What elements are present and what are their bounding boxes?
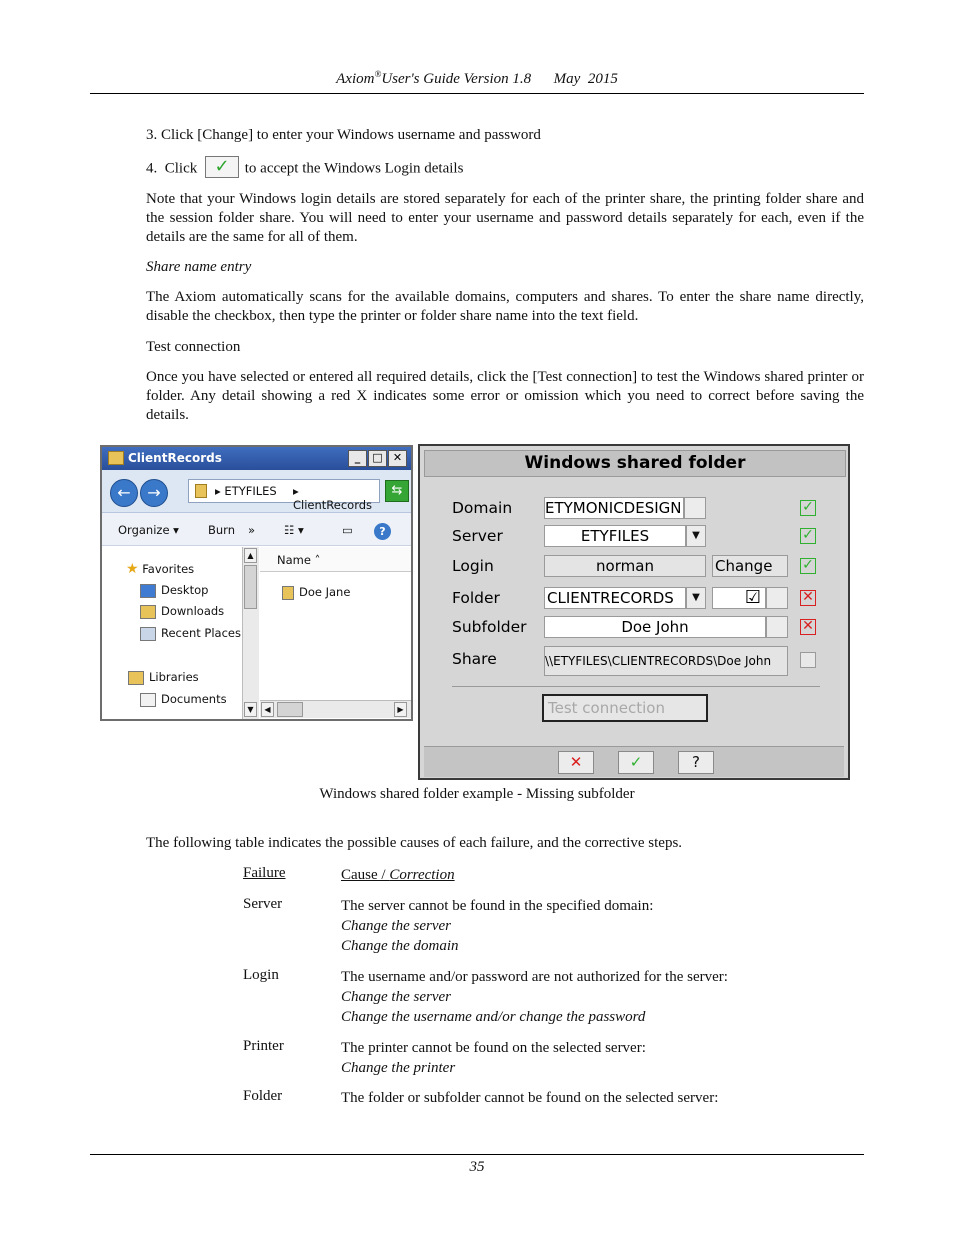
table-header-failure: Failure — [243, 865, 286, 881]
preview-pane-button[interactable]: ▭ — [342, 523, 353, 537]
login-field[interactable]: norman — [544, 555, 706, 577]
explorer-title-bar — [102, 447, 411, 470]
navigation-pane — [102, 547, 242, 720]
folder-status-error-icon: ✕ — [800, 590, 816, 606]
folder-icon — [195, 484, 207, 498]
subfolder-status-error-icon: ✕ — [800, 619, 816, 635]
recent-places-icon — [140, 627, 156, 641]
burn-button[interactable]: Burn — [208, 523, 235, 537]
note-paragraph: Note that your Windows login details are stored separately for each of the printer share, the printing folder share and the session folder share. You will need to enter your username and password details separately for each, even if the details are the same for all of them. — [146, 191, 864, 245]
correction-text: Change the domain — [341, 938, 459, 954]
correction-text: Change the server — [341, 989, 451, 1005]
star-icon: ★ — [126, 561, 139, 577]
nav-libraries-label: Libraries — [149, 670, 199, 684]
header-title: User's Guide Version 1.8 May 2015 — [381, 71, 618, 87]
address-bar[interactable] — [188, 479, 380, 512]
downloads-icon — [140, 605, 156, 619]
table-row-cause — [341, 1038, 646, 1078]
change-button[interactable]: Change — [712, 555, 788, 577]
share-label: Share — [452, 650, 497, 668]
table-row-failure: Printer — [243, 1038, 284, 1054]
table-row-cause — [341, 1088, 718, 1108]
table-header-cause — [341, 865, 455, 885]
table-row-failure: Folder — [243, 1088, 283, 1104]
share-status-icon — [800, 652, 816, 668]
breadcrumb-etyfiles[interactable]: ▸ ETYFILES — [215, 484, 277, 498]
libraries-icon — [128, 671, 144, 685]
column-name-label: Name ˄ — [277, 553, 321, 567]
correction-text: Change the printer — [341, 1060, 456, 1076]
subfolder-field[interactable]: Doe John — [544, 616, 766, 638]
breadcrumb-clientrecords[interactable]: ▸ ClientRecords — [293, 484, 373, 512]
domain-status-ok-icon: ✓ — [800, 500, 816, 516]
folder-icon — [108, 451, 124, 465]
folder-icon — [282, 586, 294, 600]
organize-menu[interactable]: Organize ▾ — [118, 523, 179, 537]
cause-text: The folder or subfolder cannot be found on the selected server: — [341, 1090, 719, 1106]
table-intro: The following table indicates the possible causes of each failure, and the corrective steps. — [146, 835, 683, 851]
server-status-ok-icon: ✓ — [800, 528, 816, 544]
correction-text: Change the username and/or change the password — [341, 1009, 646, 1025]
header-product: Axiom — [336, 71, 375, 87]
nav-documents-label: Documents — [161, 692, 227, 706]
nav-libraries[interactable] — [128, 670, 199, 685]
accept-check-icon: ✓ — [205, 156, 239, 178]
cause-text: The server cannot be found in the specified domain: — [341, 898, 654, 914]
step-4 — [146, 158, 864, 180]
nav-desktop-label: Desktop — [161, 583, 209, 597]
column-header-name[interactable] — [260, 547, 411, 572]
close-button[interactable]: ✕ — [388, 450, 407, 467]
table-row-failure: Login — [243, 967, 279, 983]
figure-caption: Windows shared folder example - Missing subfolder — [319, 786, 635, 802]
nav-favorites[interactable] — [126, 561, 194, 577]
table-row-cause — [341, 896, 653, 956]
step-4-suffix: to accept the Windows Login details — [244, 160, 464, 177]
folder-label: Folder — [452, 589, 500, 607]
test-connection-paragraph: Once you have selected or entered all required details, click the [Test connection] to test the Windows shared printer or folder. Any detail showing a red X indicates some error or omission which you need to correct before saving the details. — [146, 369, 864, 423]
help-icon[interactable]: ? — [374, 523, 391, 540]
explorer-toolbar — [102, 513, 411, 546]
folder-field[interactable]: CLIENTRECORDS — [544, 587, 686, 609]
folder-button[interactable] — [766, 587, 788, 609]
table-row-cause — [341, 967, 728, 1027]
nav-recent-label: Recent Places — [161, 626, 241, 640]
table-row-failure: Server — [243, 896, 283, 912]
forward-button[interactable]: → — [140, 479, 168, 507]
refresh-button[interactable]: ⇆ — [385, 480, 409, 502]
domain-field[interactable]: ETYMONICDESIGN — [544, 497, 684, 519]
nav-downloads-label: Downloads — [161, 604, 225, 618]
horizontal-scrollbar[interactable] — [260, 700, 411, 718]
scroll-left-arrow[interactable]: ◀ — [261, 702, 274, 717]
scroll-up-arrow[interactable]: ▲ — [244, 548, 257, 563]
minimize-button[interactable]: _ — [348, 450, 367, 467]
share-name-paragraph: The Axiom automatically scans for the available domains, computers and shares. To enter the share name directly, disable the checkbox, then type the printer or folder share name into the text field. — [146, 289, 864, 324]
scroll-thumb[interactable] — [244, 565, 257, 609]
test-connection-heading: Test connection — [146, 339, 241, 355]
page-number: 35 — [469, 1159, 485, 1175]
scroll-down-arrow[interactable]: ▼ — [244, 702, 257, 717]
hscroll-thumb[interactable] — [277, 702, 303, 717]
domain-label: Domain — [452, 499, 513, 517]
file-list — [260, 547, 411, 719]
file-item-doe-jane[interactable] — [282, 585, 350, 600]
back-button[interactable]: ← — [110, 479, 138, 507]
nav-documents[interactable] — [140, 692, 227, 707]
explorer-title: ClientRecords — [128, 451, 222, 465]
address-bar-area — [102, 470, 411, 513]
subfolder-button[interactable] — [766, 616, 788, 638]
cause-text: The username and/or password are not authorized for the server: — [341, 969, 728, 985]
server-label: Server — [452, 527, 503, 545]
folder-share-checkbox[interactable]: ☑ — [712, 587, 766, 609]
maximize-button[interactable]: □ — [368, 450, 387, 467]
step-4-prefix: 4. Click — [146, 160, 198, 177]
shared-folder-dialog — [418, 444, 850, 780]
folder-dropdown-arrow-icon[interactable]: ▼ — [686, 587, 706, 609]
step-3: 3. Click [Change] to enter your Windows username and password — [146, 127, 541, 143]
file-item-label: Doe Jane — [299, 585, 351, 599]
share-path-field: \\ETYFILES\CLIENTRECORDS\Doe John — [544, 646, 788, 676]
login-label: Login — [452, 557, 494, 575]
desktop-icon — [140, 584, 156, 598]
nav-favorites-label: Favorites — [142, 562, 195, 576]
more-button[interactable]: » — [248, 523, 256, 537]
cause-text: The printer cannot be found on the selected server: — [341, 1040, 646, 1056]
ok-button[interactable]: ✓ — [618, 751, 654, 774]
cancel-button[interactable]: ✕ — [558, 751, 594, 774]
login-status-ok-icon: ✓ — [800, 558, 816, 574]
footer-rule — [90, 1154, 864, 1155]
table-header-correction-label: Correction — [389, 867, 455, 883]
dialog-title: Windows shared folder — [424, 450, 846, 477]
explorer-window — [100, 445, 413, 721]
nav-downloads[interactable] — [140, 604, 224, 619]
view-options-button[interactable]: ☷ ▾ — [284, 523, 304, 537]
share-name-heading: Share name entry — [146, 259, 252, 275]
header-rule — [90, 93, 864, 94]
dialog-button-bar — [424, 746, 844, 777]
table-header-cause-label: Cause / — [341, 867, 390, 883]
documents-icon — [140, 693, 156, 707]
page-header — [0, 69, 954, 88]
nav-recent-places[interactable] — [140, 626, 241, 641]
test-connection-button[interactable]: Test connection — [542, 694, 708, 722]
correction-text: Change the server — [341, 918, 451, 934]
scroll-right-arrow[interactable]: ▶ — [394, 702, 407, 717]
nav-desktop[interactable] — [140, 583, 208, 598]
dialog-separator — [452, 686, 820, 687]
subfolder-label: Subfolder — [452, 618, 527, 636]
nav-scrollbar[interactable] — [242, 547, 259, 719]
server-field[interactable]: ETYFILES — [544, 525, 686, 547]
header-registered-mark: ® — [374, 69, 382, 79]
help-button[interactable]: ? — [678, 751, 714, 774]
server-dropdown-arrow-icon[interactable]: ▼ — [686, 525, 706, 547]
domain-button[interactable] — [684, 497, 706, 519]
